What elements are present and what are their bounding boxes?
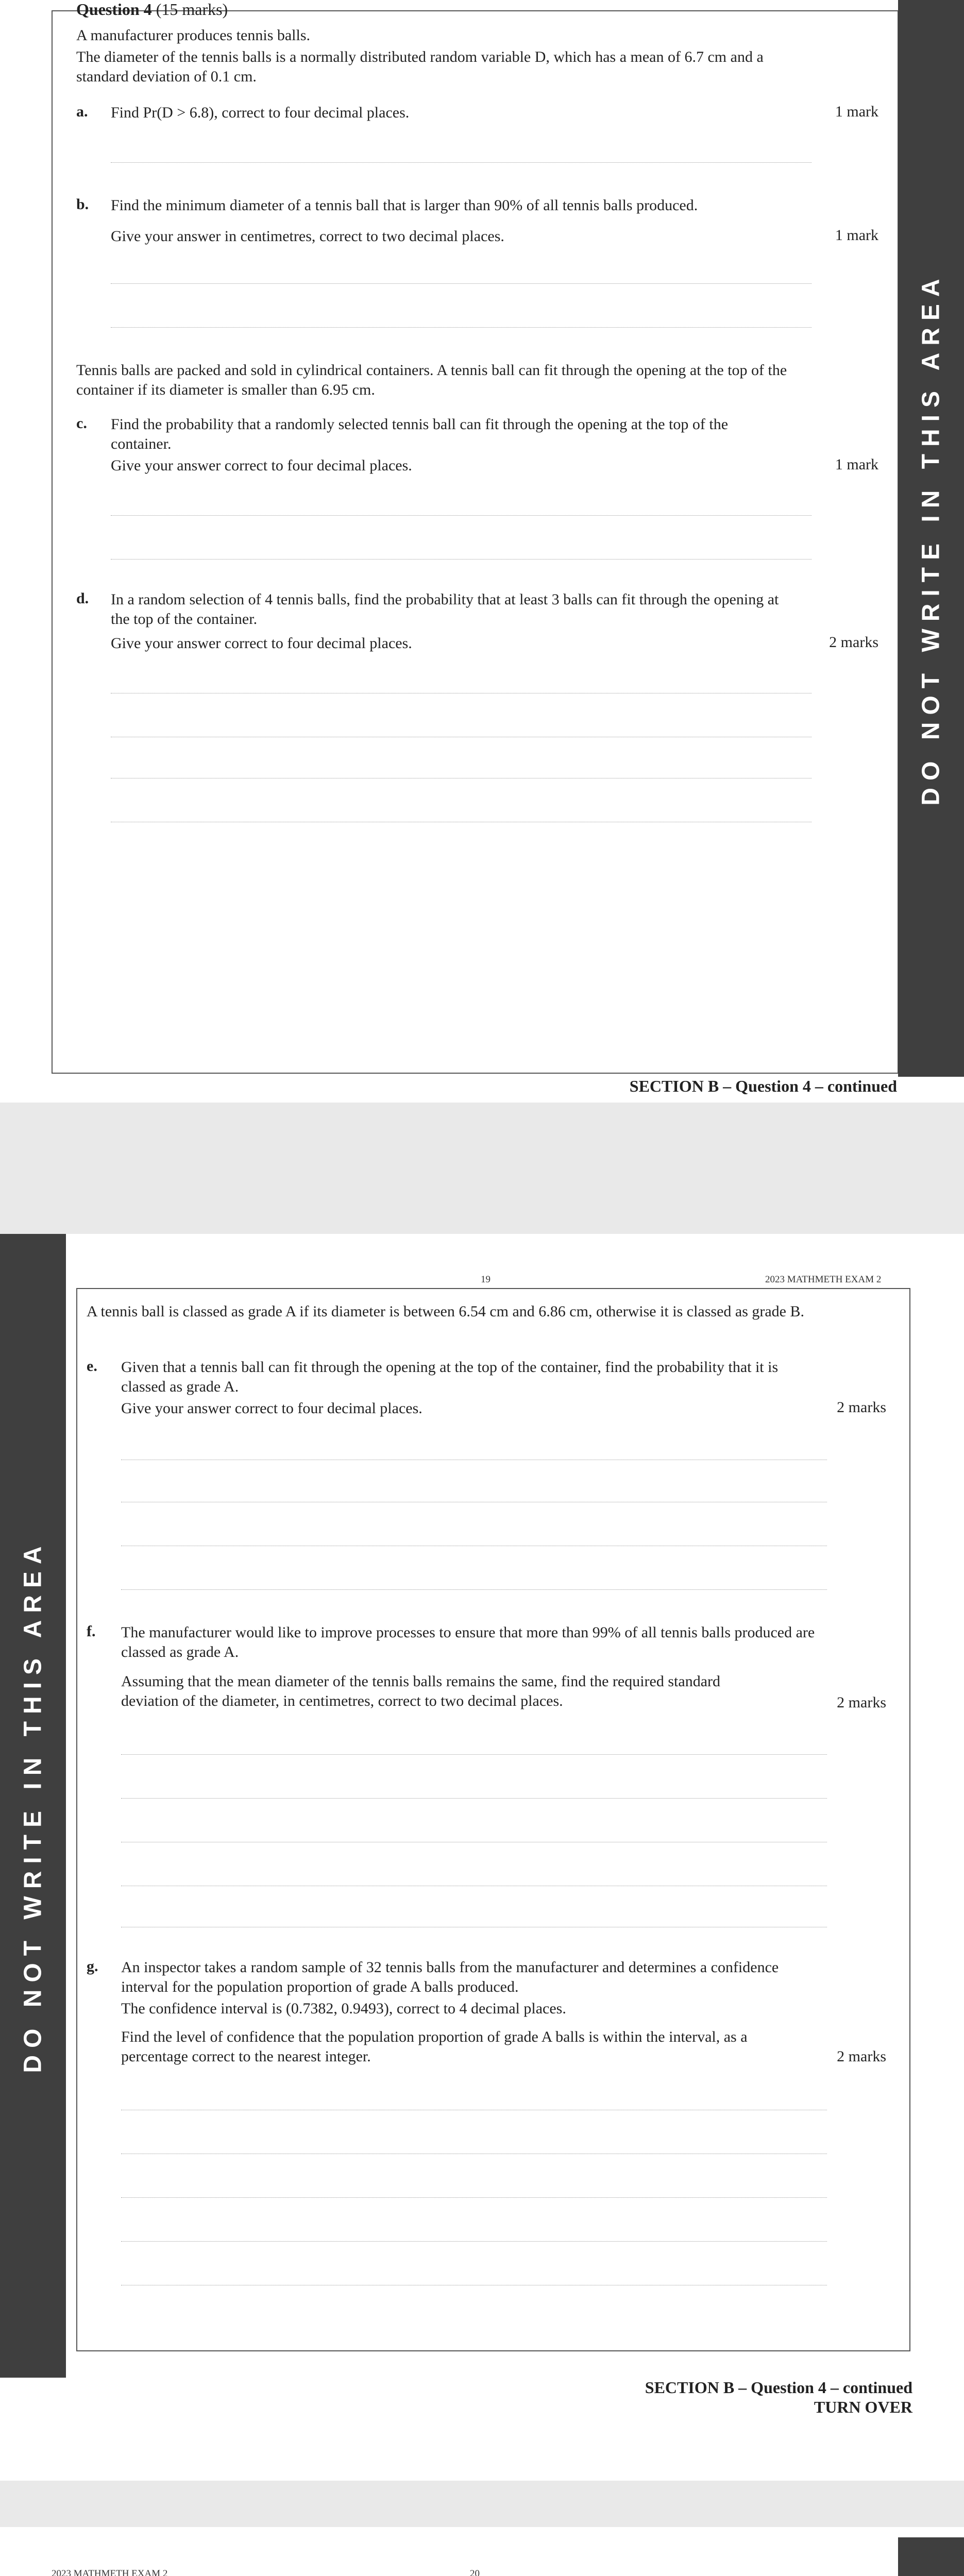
mark-allocation: 1 mark <box>835 103 878 120</box>
part-label: g. <box>87 1958 98 1975</box>
intro-text: A manufacturer produces tennis balls. <box>76 27 311 44</box>
intro-text: Tennis balls are packed and sold in cylindrical containers. A tennis ball can fit through the opening at the top of the container if its diameter is smaller than 6.95 cm. <box>76 362 787 398</box>
margin-band <box>898 0 964 1077</box>
answer-line <box>121 1798 827 1799</box>
page-footer: SECTION B – Question 4 – continued <box>629 1077 897 1095</box>
mark-allocation: 1 mark <box>835 456 878 473</box>
question-text: Give your answer correct to four decimal places. <box>121 1400 422 1417</box>
answer-line <box>121 2241 827 2242</box>
question-text: Assuming that the mean diameter of the tennis balls remains the same, find the required standard deviation of the diameter, in centimetres, correct to two decimal places. <box>121 1673 720 1709</box>
question-text: The confidence interval is (0.7382, 0.9493), correct to 4 decimal places. <box>121 2000 566 2017</box>
answer-line <box>111 515 811 516</box>
question-text: Give your answer in centimetres, correct to two decimal places. <box>111 228 504 245</box>
question-text: Find the minimum diameter of a tennis ball that is larger than 90% of all tennis balls produced. <box>111 197 698 214</box>
question-title: Question 4 (15 marks) <box>76 0 228 19</box>
exam-header: 2023 MATHMETH EXAM 2 <box>52 2568 168 2576</box>
question-text: An inspector takes a random sample of 32 tennis balls from the manufacturer and determines a confidence interval for the population proportion of grade A balls produced. <box>121 1959 779 1995</box>
page-number: 20 <box>470 2568 480 2576</box>
question-text: The manufacturer would like to improve processes to ensure that more than 99% of all tennis balls produced are classed as grade A. <box>121 1624 815 1660</box>
margin-band <box>898 2537 964 2576</box>
mark-allocation: 2 marks <box>837 1694 886 1711</box>
exam-page-18 <box>0 0 964 1103</box>
watermark-text: DO NOT WRITE IN THIS AREA <box>19 1538 47 2073</box>
part-label: b. <box>76 196 89 213</box>
answer-line <box>111 559 811 560</box>
answer-line <box>121 2197 827 2198</box>
answer-line <box>111 283 811 284</box>
part-label: f. <box>87 1623 96 1640</box>
answer-line <box>111 162 811 163</box>
page-footer: SECTION B – Question 4 – continued TURN OVER <box>645 2378 912 2416</box>
question-text: In a random selection of 4 tennis balls, find the probability that at least 3 balls can fit through the opening at the top of the container. <box>111 591 779 628</box>
mark-allocation: 1 mark <box>835 227 878 244</box>
exam-header: 2023 MATHMETH EXAM 2 <box>765 1274 882 1285</box>
part-label: a. <box>76 103 88 120</box>
mark-allocation: 2 marks <box>837 2048 886 2065</box>
mark-allocation: 2 marks <box>837 1399 886 1416</box>
mark-allocation: 2 marks <box>829 634 878 651</box>
page-number: 19 <box>481 1274 491 1285</box>
answer-frame <box>52 10 899 1074</box>
intro-text: A tennis ball is classed as grade A if its diameter is between 6.54 cm and 6.86 cm, otherwise it is classed as grade B. <box>87 1303 805 1320</box>
part-label: c. <box>76 415 87 432</box>
margin-band <box>0 1234 66 2378</box>
question-text: Give your answer correct to four decimal places. <box>111 457 412 474</box>
intro-text: The diameter of the tennis balls is a normally distributed random variable D, which has a mean of 6.7 cm and a standard deviation of 0.1 cm. <box>76 48 764 85</box>
watermark-text: DO NOT WRITE IN THIS AREA <box>917 271 945 806</box>
answer-frame <box>76 1288 910 2351</box>
question-text: Find the level of confidence that the population proportion of grade A balls is within the interval, as a percentage correct to the nearest integer. <box>121 2028 748 2065</box>
exam-page-20 <box>0 2527 964 2576</box>
exam-page-19 <box>0 1234 964 2481</box>
answer-line <box>121 1754 827 1755</box>
question-text: Find the probability that a randomly selected tennis ball can fit through the opening at the top of the container. <box>111 416 729 452</box>
question-text: Find Pr(D > 6.8), correct to four decimal places. <box>111 104 410 121</box>
answer-line <box>111 327 811 328</box>
question-text: Give your answer correct to four decimal places. <box>111 635 412 652</box>
part-label: e. <box>87 1358 97 1375</box>
answer-line <box>121 1589 827 1590</box>
question-text: Given that a tennis ball can fit through the opening at the top of the container, find the probability that it is classed as grade A. <box>121 1359 779 1395</box>
part-label: d. <box>76 590 89 607</box>
